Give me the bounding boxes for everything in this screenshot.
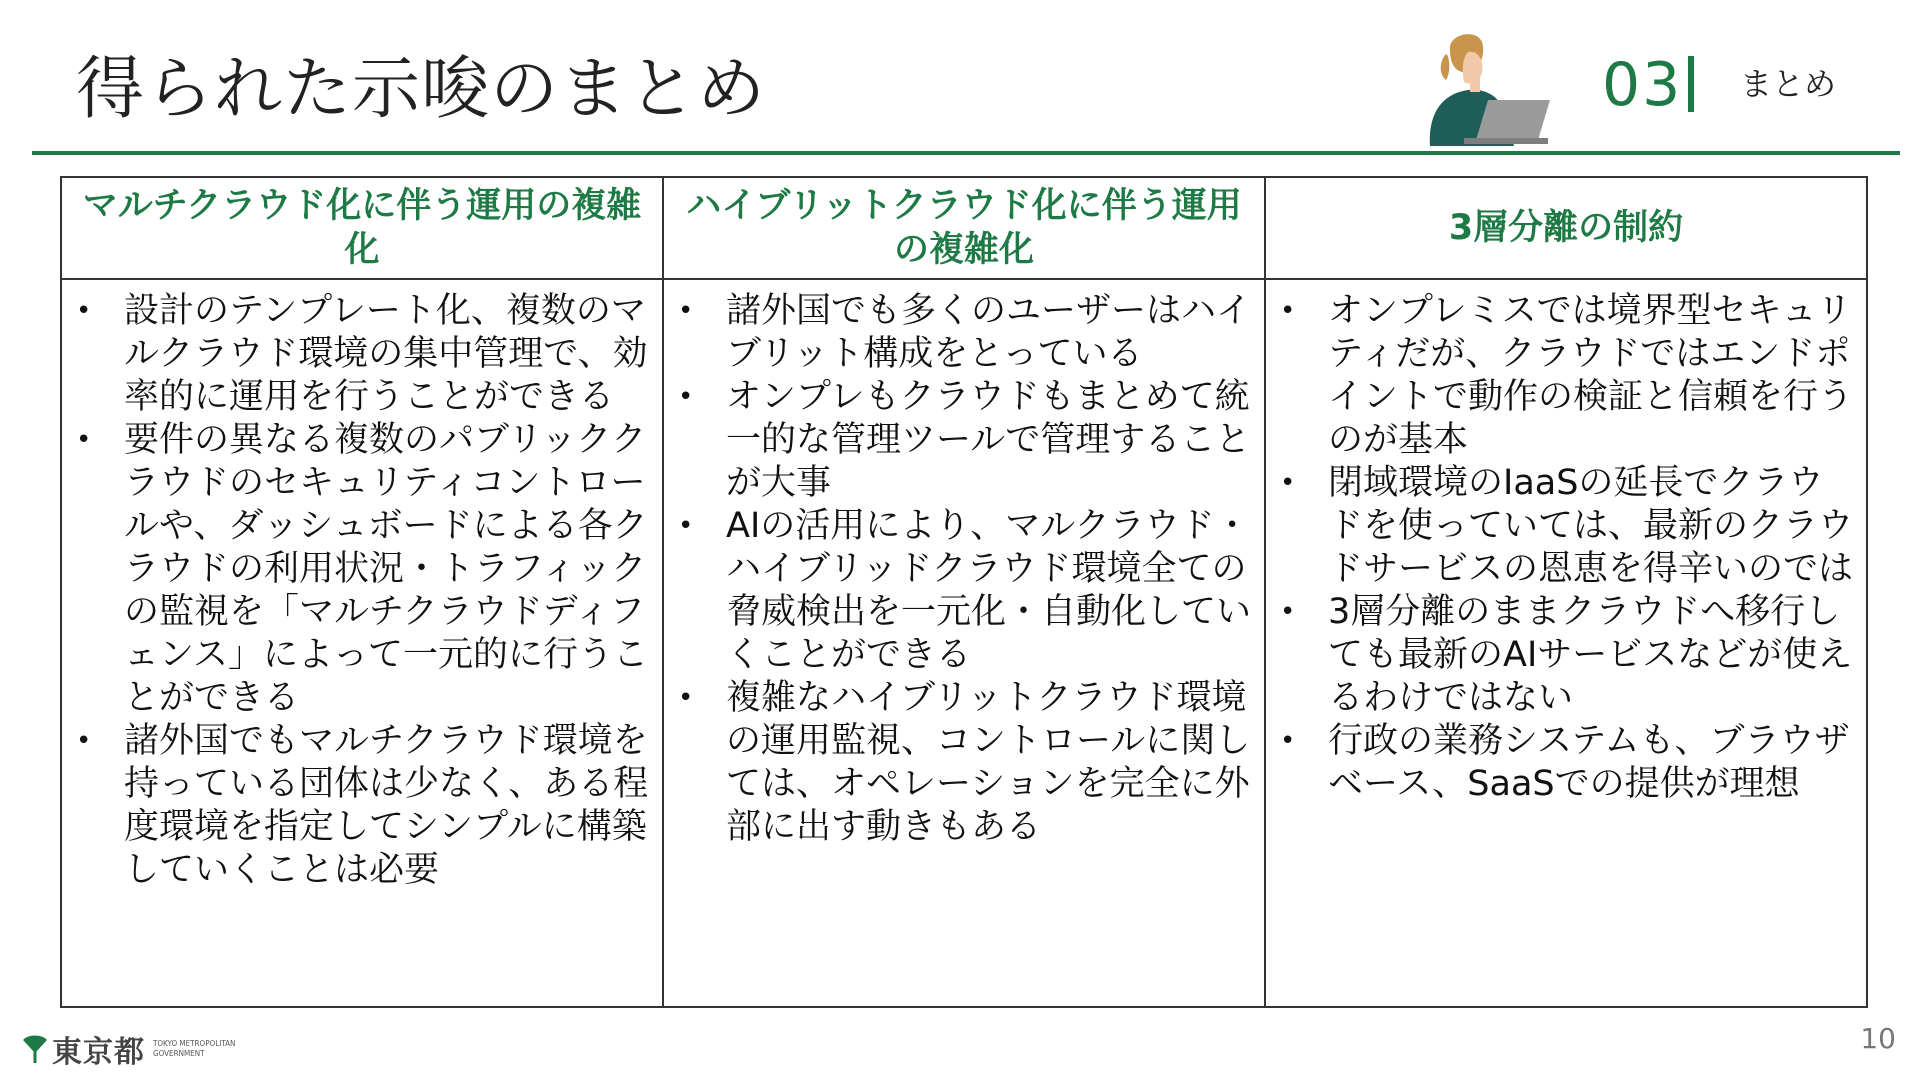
list-item: [1278, 462, 1854, 591]
table-cell: [663, 279, 1265, 1007]
list-item-text: オンプレミスでは境界型セキュリティだが、クラウドではエンドポイントで動作の検証と信頼を行うのが基本: [1328, 291, 1854, 460]
bullet-icon: •: [1280, 296, 1296, 326]
bullet-icon: •: [76, 296, 92, 326]
summary-table: [60, 176, 1868, 1008]
list-item: [676, 376, 1252, 505]
section-label: まとめ: [1740, 65, 1837, 103]
list-item-text: 諸外国でもマルチクラウド環境を持っている団体は少なく、ある程度環境を指定してシンプルに構築していくことは必要: [124, 721, 649, 890]
bullet-icon: •: [1280, 468, 1296, 498]
page-number: 10: [1860, 1022, 1896, 1055]
bullet-icon: •: [678, 382, 694, 412]
bullet-list: [676, 290, 1252, 849]
bullet-icon: •: [678, 296, 694, 326]
list-item-text: 行政の業務システムも、ブラウザベース、SaaSでの提供が理想: [1328, 721, 1850, 804]
bullet-icon: •: [678, 511, 694, 541]
column-header: ハイブリットクラウド化に伴う運用の複雑化: [663, 177, 1265, 279]
list-item: [74, 290, 650, 419]
list-item: [1278, 290, 1854, 462]
person-with-laptop-icon: [1410, 28, 1560, 146]
section-number: 03: [1602, 50, 1683, 120]
list-item-text: 要件の異なる複数のパブリッククラウドのセキュリティコントロールや、ダッシュボードによる各クラウドの利用状況・トラフィックの監視を「マルチクラウドディフェンス」によって一元的に行うことができる: [124, 420, 648, 718]
header-rule: [32, 151, 1900, 155]
bullet-icon: •: [76, 726, 92, 756]
list-item-text: 諸外国でも多くのユーザーはハイブリット構成をとっている: [726, 291, 1252, 374]
list-item: [1278, 720, 1854, 806]
list-item-text: 3層分離のままクラウドへ移行しても最新のAIサービスなどが使えるわけではない: [1328, 592, 1853, 718]
list-item: [676, 505, 1252, 677]
bullet-list: [74, 290, 650, 892]
table-row: [61, 279, 1867, 1007]
column-header: 3層分離の制約: [1265, 177, 1867, 279]
list-item: [676, 677, 1252, 849]
list-item: [74, 419, 650, 720]
logo-subtitle: TOKYO METROPOLITAN GOVERNMENT: [153, 1039, 236, 1058]
list-item-text: オンプレもクラウドもまとめて統一的な管理ツールで管理することが大事: [726, 377, 1251, 503]
bullet-icon: •: [1280, 726, 1296, 756]
section-divider: [1688, 56, 1694, 112]
list-item: [74, 720, 650, 892]
table-cell: [1265, 279, 1867, 1007]
bullet-icon: •: [76, 425, 92, 455]
bullet-list: [1278, 290, 1854, 806]
bullet-icon: •: [678, 683, 694, 713]
bullet-icon: •: [1280, 597, 1296, 627]
list-item-text: 複雑なハイブリットクラウド環境の運用監視、コントロールに関しては、オペレーションを完全に外部に出す動きもある: [726, 678, 1251, 847]
slide-title: 得られた示唆のまとめ: [76, 50, 767, 129]
list-item-text: 設計のテンプレート化、複数のマルクラウド環境の集中管理で、効率的に運用を行うことができる: [124, 291, 648, 417]
column-header: マルチクラウド化に伴う運用の複雑化: [61, 177, 663, 279]
list-item-text: 閉域環境のIaaSの延長でクラウドを使っていては、最新のクラウドサービスの恩恵を得辛いのでは: [1328, 463, 1854, 589]
tokyo-logo: [22, 1032, 243, 1070]
list-item: [1278, 591, 1854, 720]
list-item-text: AIの活用により、マルクラウド・ハイブリッドクラウド環境全ての脅威検出を一元化・自動化していくことができる: [726, 506, 1252, 675]
table-header-row: [61, 177, 1867, 279]
ginkgo-leaf-icon: [22, 1034, 48, 1064]
logo-name: 東京都: [52, 1035, 145, 1070]
table-cell: [61, 279, 663, 1007]
list-item: [676, 290, 1252, 376]
